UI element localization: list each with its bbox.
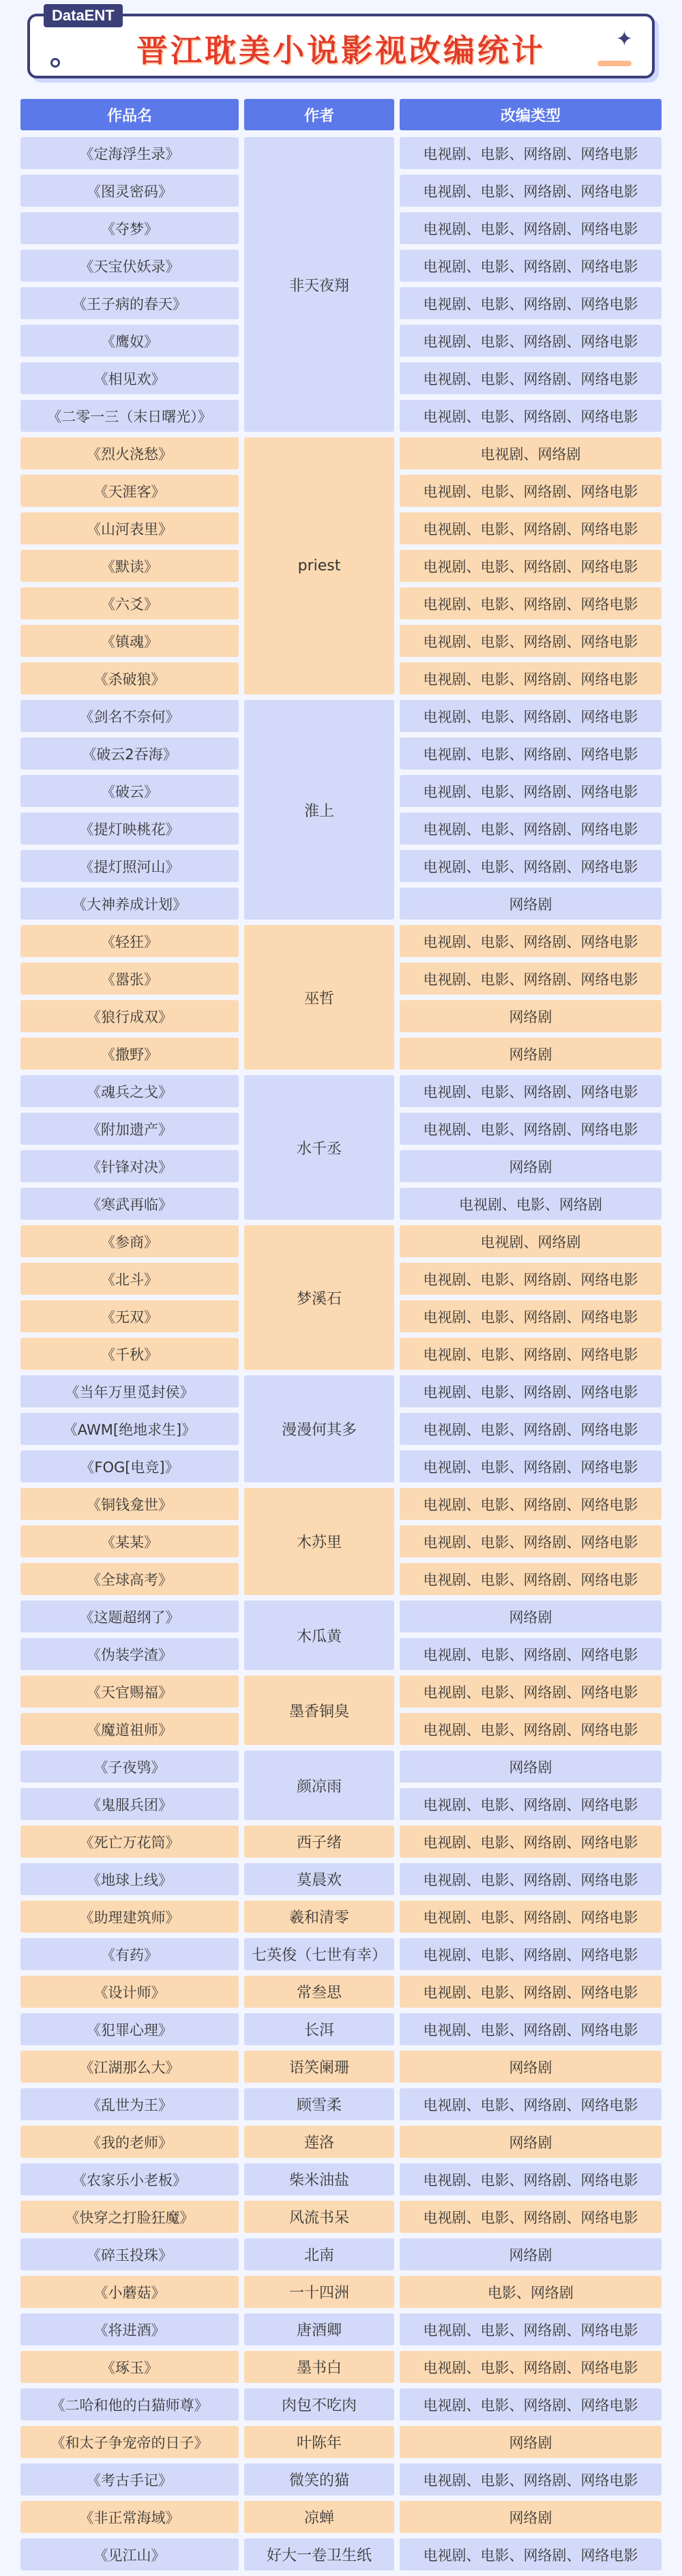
work-title-cell: 《死亡万花筒》	[20, 1826, 239, 1858]
author-cell: 淮上	[244, 700, 394, 920]
title-column	[20, 2463, 239, 2496]
type-column	[400, 1863, 662, 1895]
work-title-cell: 《夺梦》	[20, 212, 239, 244]
author-group	[20, 2238, 662, 2270]
adaptation-type-cell: 电视剧、电影、网络剧、网络电影	[400, 1488, 662, 1520]
work-title-cell: 《六爻》	[20, 587, 239, 619]
adaptation-type-cell: 电视剧、电影、网络剧、网络电影	[400, 1563, 662, 1595]
work-title-cell: 《将进酒》	[20, 2313, 239, 2345]
author-group	[20, 2088, 662, 2120]
title-column	[20, 925, 239, 1070]
type-column	[400, 1976, 662, 2008]
adaptation-type-cell: 网络剧	[400, 1038, 662, 1070]
adaptation-type-cell: 电视剧、电影、网络剧、网络电影	[400, 175, 662, 207]
title-column	[20, 137, 239, 432]
type-column	[400, 1075, 662, 1220]
adaptation-type-cell: 电视剧、电影、网络剧、网络电影	[400, 2013, 662, 2045]
type-column	[400, 2201, 662, 2233]
adaptation-type-cell: 电视剧、电影、网络剧、网络电影	[400, 1263, 662, 1295]
work-title-cell: 《寒武再临》	[20, 1188, 239, 1220]
author-cell: 漫漫何其多	[244, 1375, 394, 1482]
type-column	[400, 700, 662, 920]
title-column	[20, 1375, 239, 1482]
adaptation-type-cell: 电视剧、电影、网络剧、网络电影	[400, 550, 662, 582]
adaptation-type-cell: 电影、网络剧	[400, 2276, 662, 2308]
work-title-cell: 《北斗》	[20, 1263, 239, 1295]
author-group	[20, 2051, 662, 2083]
author-group	[20, 2351, 662, 2383]
adaptation-type-cell: 电视剧、电影、网络剧、网络电影	[400, 1901, 662, 1933]
author-cell: 羲和清零	[244, 1901, 394, 1933]
title-column	[20, 2163, 239, 2195]
adaptation-type-cell: 电视剧、电影、网络剧、网络电影	[400, 963, 662, 995]
author-group	[20, 1375, 662, 1482]
adaptation-type-cell: 电视剧、电影、网络剧、网络电影	[400, 925, 662, 957]
type-column	[400, 1901, 662, 1933]
adaptation-type-cell: 电视剧、电影、网络剧、网络电影	[400, 662, 662, 694]
author-group	[20, 1488, 662, 1595]
work-title-cell: 《提灯照河山》	[20, 850, 239, 882]
type-column	[400, 925, 662, 1070]
type-column	[400, 2538, 662, 2571]
title-column	[20, 1863, 239, 1895]
author-cell: 微笑的猫	[244, 2463, 394, 2496]
author-group	[20, 1075, 662, 1220]
work-title-cell: 《轻狂》	[20, 925, 239, 957]
author-group	[20, 1675, 662, 1745]
type-column	[400, 2463, 662, 2496]
author-cell: 凉蝉	[244, 2501, 394, 2533]
adaptation-type-cell: 电视剧、电影、网络剧、网络电影	[400, 737, 662, 770]
table-header	[20, 99, 662, 130]
adaptation-type-cell: 电视剧、电影、网络剧	[400, 1188, 662, 1220]
work-title-cell: 《农家乐小老板》	[20, 2163, 239, 2195]
adaptation-type-cell: 电视剧、电影、网络剧、网络电影	[400, 137, 662, 169]
adaptation-type-cell: 网络剧	[400, 2238, 662, 2270]
author-group	[20, 1976, 662, 2008]
author-cell: priest	[244, 437, 394, 694]
work-title-cell: 《魔道祖师》	[20, 1713, 239, 1745]
work-title-cell: 《默读》	[20, 550, 239, 582]
adaptation-type-cell: 网络剧	[400, 2501, 662, 2533]
author-cell: 七英俊（七世有幸）	[244, 1938, 394, 1970]
work-title-cell: 《烈火浇愁》	[20, 437, 239, 469]
author-cell: 长洱	[244, 2013, 394, 2045]
work-title-cell: 《考古手记》	[20, 2463, 239, 2496]
adaptation-type-cell: 电视剧、电影、网络剧、网络电影	[400, 1713, 662, 1745]
work-title-cell: 《附加遗产》	[20, 1113, 239, 1145]
author-cell: 莲洛	[244, 2126, 394, 2158]
work-title-cell: 《江湖那么大》	[20, 2051, 239, 2083]
author-cell: 木苏里	[244, 1488, 394, 1595]
header-title: 作品名	[20, 99, 239, 130]
title-column	[20, 2313, 239, 2345]
adaptation-type-cell: 电视剧、电影、网络剧、网络电影	[400, 2388, 662, 2420]
author-group	[20, 700, 662, 920]
adaptation-type-cell: 电视剧、电影、网络剧、网络电影	[400, 325, 662, 357]
author-group	[20, 1863, 662, 1895]
author-group	[20, 1901, 662, 1933]
title-column	[20, 1938, 239, 1970]
work-title-cell: 《大神养成计划》	[20, 888, 239, 920]
author-cell: 好大一卷卫生纸	[244, 2538, 394, 2571]
title-column	[20, 437, 239, 694]
work-title-cell: 《某某》	[20, 1525, 239, 1557]
adaptation-type-cell: 电视剧、电影、网络剧、网络电影	[400, 2163, 662, 2195]
author-group	[20, 2426, 662, 2458]
title-column	[20, 2351, 239, 2383]
work-title-cell: 《碎玉投珠》	[20, 2238, 239, 2270]
work-title-cell: 《嚣张》	[20, 963, 239, 995]
type-column	[400, 1675, 662, 1745]
work-title-cell: 《定海浮生录》	[20, 137, 239, 169]
author-cell: 非天夜翔	[244, 137, 394, 432]
work-title-cell: 《我的老师》	[20, 2126, 239, 2158]
header-banner	[27, 7, 655, 78]
work-title-cell: 《当年万里觅封侯》	[20, 1375, 239, 1407]
author-cell: 颜凉雨	[244, 1751, 394, 1820]
work-title-cell: 《山河表里》	[20, 512, 239, 544]
adaptation-type-cell: 电视剧、电影、网络剧、网络电影	[400, 2313, 662, 2345]
author-cell: 唐酒卿	[244, 2313, 394, 2345]
table-body	[20, 137, 662, 2571]
adaptation-type-cell: 网络剧	[400, 1751, 662, 1783]
adaptation-type-cell: 网络剧	[400, 1600, 662, 1633]
adaptation-type-cell: 网络剧	[400, 1000, 662, 1032]
work-title-cell: 《琢玉》	[20, 2351, 239, 2383]
work-title-cell: 《撒野》	[20, 1038, 239, 1070]
adaptation-type-cell: 电视剧、电影、网络剧、网络电影	[400, 2088, 662, 2120]
title-column	[20, 1751, 239, 1820]
work-title-cell: 《千秋》	[20, 1338, 239, 1370]
author-group	[20, 2501, 662, 2533]
type-column	[400, 2163, 662, 2195]
title-column	[20, 1901, 239, 1933]
title-column	[20, 1826, 239, 1858]
type-column	[400, 1938, 662, 1970]
work-title-cell: 《魂兵之戈》	[20, 1075, 239, 1107]
title-column	[20, 1976, 239, 2008]
author-group	[20, 2126, 662, 2158]
work-title-cell: 《参商》	[20, 1225, 239, 1257]
adaptation-type-cell: 电视剧、电影、网络剧、网络电影	[400, 1075, 662, 1107]
adaptation-type-cell: 电视剧、电影、网络剧、网络电影	[400, 1863, 662, 1895]
work-title-cell: 《二哈和他的白猫师尊》	[20, 2388, 239, 2420]
adaptation-type-cell: 电视剧、电影、网络剧、网络电影	[400, 212, 662, 244]
page-title: 晋江耽美小说影视改编统计	[136, 32, 546, 69]
author-group	[20, 1225, 662, 1370]
work-title-cell: 《鬼服兵团》	[20, 1788, 239, 1820]
adaptation-type-cell: 电视剧、网络剧	[400, 1225, 662, 1257]
author-cell: 木瓜黄	[244, 1600, 394, 1670]
type-column	[400, 1225, 662, 1370]
adaptation-type-cell: 电视剧、电影、网络剧、网络电影	[400, 2538, 662, 2571]
title-column	[20, 2126, 239, 2158]
adaptation-type-cell: 电视剧、电影、网络剧、网络电影	[400, 250, 662, 282]
author-group	[20, 2013, 662, 2045]
work-title-cell: 《见江山》	[20, 2538, 239, 2571]
title-column	[20, 2238, 239, 2270]
work-title-cell: 《有药》	[20, 1938, 239, 1970]
work-title-cell: 《天官赐福》	[20, 1675, 239, 1708]
type-column	[400, 2126, 662, 2158]
author-group	[20, 1600, 662, 1670]
type-column	[400, 2238, 662, 2270]
author-cell: 巫哲	[244, 925, 394, 1070]
title-column	[20, 2538, 239, 2571]
adaptation-type-cell: 电视剧、电影、网络剧、网络电影	[400, 2463, 662, 2496]
author-cell: 莫晨欢	[244, 1863, 394, 1895]
title-column	[20, 2051, 239, 2083]
title-column	[20, 2388, 239, 2420]
adaptation-type-cell: 电视剧、电影、网络剧、网络电影	[400, 512, 662, 544]
title-column	[20, 700, 239, 920]
title-column	[20, 1488, 239, 1595]
work-title-cell: 《狼行成双》	[20, 1000, 239, 1032]
author-cell: 柴米油盐	[244, 2163, 394, 2195]
type-column	[400, 2501, 662, 2533]
work-title-cell: 《铜钱龛世》	[20, 1488, 239, 1520]
title-column	[20, 1225, 239, 1370]
author-group	[20, 2388, 662, 2420]
adaptation-type-cell: 网络剧	[400, 888, 662, 920]
work-title-cell: 《助理建筑师》	[20, 1901, 239, 1933]
work-title-cell: 《相见欢》	[20, 362, 239, 394]
adaptation-type-cell: 电视剧、电影、网络剧、网络电影	[400, 625, 662, 657]
author-cell: 梦溪石	[244, 1225, 394, 1370]
type-column	[400, 2276, 662, 2308]
type-column	[400, 2426, 662, 2458]
work-title-cell: 《FOG[电竞]》	[20, 1450, 239, 1482]
adaptation-type-cell: 电视剧、电影、网络剧、网络电影	[400, 1976, 662, 2008]
adaptation-table	[20, 99, 662, 2576]
work-title-cell: 《杀破狼》	[20, 662, 239, 694]
adaptation-type-cell: 网络剧	[400, 2126, 662, 2158]
type-column	[400, 437, 662, 694]
adaptation-type-cell: 电视剧、电影、网络剧、网络电影	[400, 1300, 662, 1332]
type-column	[400, 2351, 662, 2383]
header-type: 改编类型	[400, 99, 662, 130]
work-title-cell: 《快穿之打脸狂魔》	[20, 2201, 239, 2233]
title-column	[20, 2501, 239, 2533]
author-cell: 墨书白	[244, 2351, 394, 2383]
work-title-cell: 《天涯客》	[20, 475, 239, 507]
adaptation-type-cell: 网络剧	[400, 1150, 662, 1182]
work-title-cell: 《二零一三（末日曙光）》	[20, 400, 239, 432]
work-title-cell: 《犯罪心理》	[20, 2013, 239, 2045]
type-column	[400, 2051, 662, 2083]
work-title-cell: 《伪装学渣》	[20, 1638, 239, 1670]
author-group	[20, 2463, 662, 2496]
adaptation-type-cell: 电视剧、电影、网络剧、网络电影	[400, 1638, 662, 1670]
title-column	[20, 2201, 239, 2233]
author-group	[20, 925, 662, 1070]
adaptation-type-cell: 电视剧、电影、网络剧、网络电影	[400, 362, 662, 394]
author-group	[20, 2276, 662, 2308]
author-cell: 叶陈年	[244, 2426, 394, 2458]
author-cell: 北南	[244, 2238, 394, 2270]
work-title-cell: 《小蘑菇》	[20, 2276, 239, 2308]
adaptation-type-cell: 电视剧、电影、网络剧、网络电影	[400, 1938, 662, 1970]
author-group	[20, 2313, 662, 2345]
author-cell: 顾雪柔	[244, 2088, 394, 2120]
type-column	[400, 1375, 662, 1482]
adaptation-type-cell: 网络剧	[400, 2426, 662, 2458]
type-column	[400, 137, 662, 432]
work-title-cell: 《这题超纲了》	[20, 1600, 239, 1633]
work-title-cell: 《剑名不奈何》	[20, 700, 239, 732]
work-title-cell: 《非正常海域》	[20, 2501, 239, 2533]
work-title-cell: 《针锋对决》	[20, 1150, 239, 1182]
work-title-cell: 《破云2吞海》	[20, 737, 239, 770]
type-column	[400, 1751, 662, 1820]
author-group	[20, 1751, 662, 1820]
author-cell: 一十四洲	[244, 2276, 394, 2308]
work-title-cell: 《乱世为王》	[20, 2088, 239, 2120]
adaptation-type-cell: 电视剧、电影、网络剧、网络电影	[400, 1450, 662, 1482]
adaptation-type-cell: 电视剧、电影、网络剧、网络电影	[400, 775, 662, 807]
adaptation-type-cell: 电视剧、网络剧	[400, 437, 662, 469]
title-column	[20, 1600, 239, 1670]
circle-decoration	[50, 58, 60, 68]
work-title-cell: 《王子病的春天》	[20, 287, 239, 319]
type-column	[400, 1488, 662, 1595]
type-column	[400, 1600, 662, 1670]
adaptation-type-cell: 电视剧、电影、网络剧、网络电影	[400, 1113, 662, 1145]
title-column	[20, 2426, 239, 2458]
author-cell: 肉包不吃肉	[244, 2388, 394, 2420]
adaptation-type-cell: 电视剧、电影、网络剧、网络电影	[400, 1375, 662, 1407]
work-title-cell: 《和太子争宠帝的日子》	[20, 2426, 239, 2458]
title-column	[20, 2088, 239, 2120]
type-column	[400, 2013, 662, 2045]
work-title-cell: 《鹰奴》	[20, 325, 239, 357]
author-group	[20, 1826, 662, 1858]
work-title-cell: 《提灯映桃花》	[20, 813, 239, 845]
work-title-cell: 《天宝伏妖录》	[20, 250, 239, 282]
author-group	[20, 137, 662, 432]
adaptation-type-cell: 电视剧、电影、网络剧、网络电影	[400, 813, 662, 845]
adaptation-type-cell: 电视剧、电影、网络剧、网络电影	[400, 475, 662, 507]
bar-decoration	[597, 61, 632, 66]
work-title-cell: 《地球上线》	[20, 1863, 239, 1895]
author-group	[20, 437, 662, 694]
sparkle-icon: ✦	[615, 27, 633, 51]
type-column	[400, 1826, 662, 1858]
author-cell: 风流书呆	[244, 2201, 394, 2233]
title-column	[20, 1075, 239, 1220]
author-cell: 西子绪	[244, 1826, 394, 1858]
adaptation-type-cell: 电视剧、电影、网络剧、网络电影	[400, 1675, 662, 1708]
work-title-cell: 《子夜鸮》	[20, 1751, 239, 1783]
work-title-cell: 《镇魂》	[20, 625, 239, 657]
adaptation-type-cell: 电视剧、电影、网络剧、网络电影	[400, 1413, 662, 1445]
author-cell: 常叁思	[244, 1976, 394, 2008]
adaptation-type-cell: 电视剧、电影、网络剧、网络电影	[400, 1826, 662, 1858]
work-title-cell: 《破云》	[20, 775, 239, 807]
author-group	[20, 2163, 662, 2195]
type-column	[400, 2088, 662, 2120]
header-author: 作者	[244, 99, 394, 130]
author-group	[20, 2201, 662, 2233]
type-column	[400, 2388, 662, 2420]
type-column	[400, 2313, 662, 2345]
adaptation-type-cell: 电视剧、电影、网络剧、网络电影	[400, 850, 662, 882]
work-title-cell: 《图灵密码》	[20, 175, 239, 207]
work-title-cell: 《无双》	[20, 1300, 239, 1332]
title-column	[20, 2013, 239, 2045]
author-group	[20, 1938, 662, 1970]
author-cell: 水千丞	[244, 1075, 394, 1220]
work-title-cell: 《设计师》	[20, 1976, 239, 2008]
title-column	[20, 2276, 239, 2308]
adaptation-type-cell: 电视剧、电影、网络剧、网络电影	[400, 700, 662, 732]
adaptation-type-cell: 网络剧	[400, 2051, 662, 2083]
brand-badge: DataENT	[44, 4, 123, 27]
adaptation-type-cell: 电视剧、电影、网络剧、网络电影	[400, 1788, 662, 1820]
adaptation-type-cell: 电视剧、电影、网络剧、网络电影	[400, 1525, 662, 1557]
adaptation-type-cell: 电视剧、电影、网络剧、网络电影	[400, 2351, 662, 2383]
adaptation-type-cell: 电视剧、电影、网络剧、网络电影	[400, 1338, 662, 1370]
work-title-cell: 《全球高考》	[20, 1563, 239, 1595]
adaptation-type-cell: 电视剧、电影、网络剧、网络电影	[400, 400, 662, 432]
adaptation-type-cell: 电视剧、电影、网络剧、网络电影	[400, 287, 662, 319]
author-cell: 语笑阑珊	[244, 2051, 394, 2083]
author-group	[20, 2538, 662, 2571]
adaptation-type-cell: 电视剧、电影、网络剧、网络电影	[400, 587, 662, 619]
author-cell: 墨香铜臭	[244, 1675, 394, 1745]
adaptation-type-cell: 电视剧、电影、网络剧、网络电影	[400, 2201, 662, 2233]
title-column	[20, 1675, 239, 1745]
work-title-cell: 《AWM[绝地求生]》	[20, 1413, 239, 1445]
